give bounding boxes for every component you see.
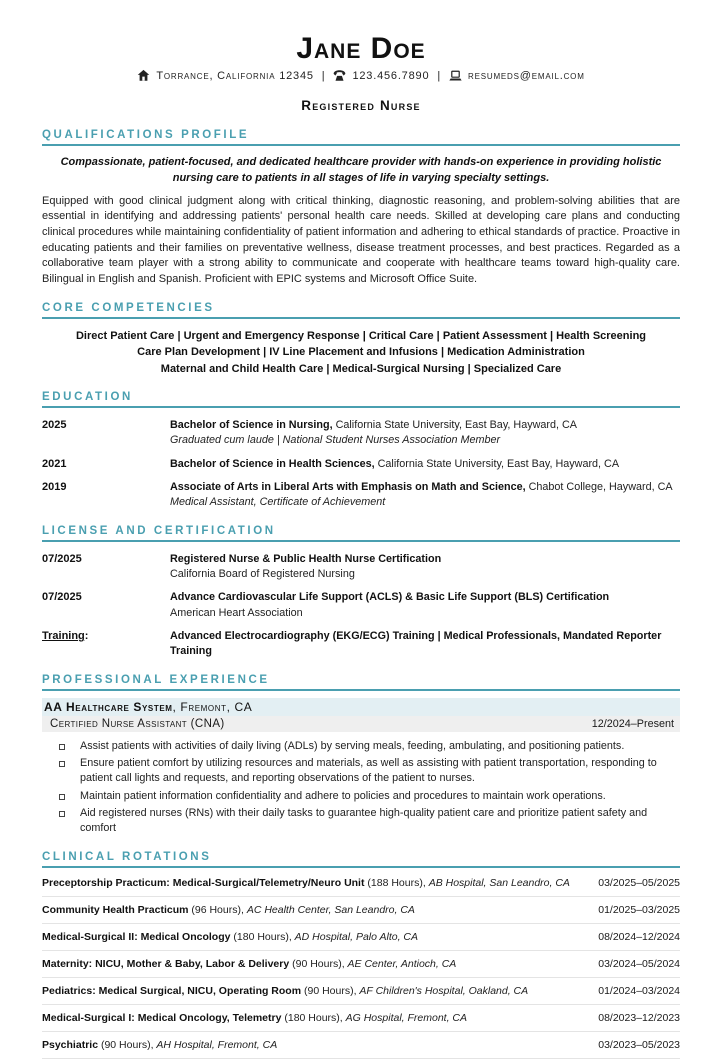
bullet-item: Ensure patient comfort by utilizing resources and materials, as well as assisting with patient transportation, responding to patient call lights and requests, and reporting observations of the patient to nurses. xyxy=(42,756,680,787)
rotation-info xyxy=(42,985,588,997)
competency-line: Care Plan Development | IV Line Placement and Infusions | Medication Administration xyxy=(137,346,585,359)
rotation-hours: (90 Hours), xyxy=(292,958,345,971)
qualifications-summary: Equipped with good clinical judgment along with critical thinking, diagnostic reasoning, and problem-solving abilities that are essential in identifying and addressing patients' personal health care needs. Skilled at developing care plans and conducting clinical procedures while maintaining confidentiality of patient information and adhering to ethical standards of practice. Proactive in educating patients and their families on preventative wellness, disease treatment processes, and best practices. Regarded as a collaborative team player with a strong ability to communicate and cooperate with healthcare teams toward high-quality care. Bilingual in English and Spanish. Proficient with EPIC systems and Microsoft Office Suite. xyxy=(42,194,680,285)
rotation-info xyxy=(42,931,588,943)
email-icon xyxy=(449,69,462,83)
education-detail xyxy=(170,480,680,511)
competency-lines xyxy=(42,328,680,378)
section-heading-education: EDUCATION xyxy=(42,391,680,408)
school-name: California State University, East Bay, Hayward, CA xyxy=(377,457,620,470)
job-title: Registered Nurse xyxy=(301,98,421,113)
rotation-title: Maternity: NICU, Mother & Baby, Labor & Delivery xyxy=(42,958,290,971)
license-detail xyxy=(170,552,680,583)
employer-name: AA Healthcare System xyxy=(44,699,173,714)
role-title: Certified Nurse Assistant (CNA) xyxy=(50,717,225,730)
rotation-site: AB Hospital, San Leandro, CA xyxy=(428,877,570,890)
degree-title: Associate of Arts in Liberal Arts with Emphasis on Math and Science, xyxy=(170,481,526,494)
license-section xyxy=(42,525,680,660)
education-note: Graduated cum laude | National Student Nurses Association Member xyxy=(170,434,501,447)
rotation-dates: 03/2025–05/2025 xyxy=(598,877,680,890)
core-competencies-section xyxy=(42,302,680,378)
license-date: 07/2025 xyxy=(42,591,82,604)
contact-separator: | xyxy=(437,70,442,82)
license-detail xyxy=(170,590,680,621)
experience-bullets xyxy=(42,739,680,837)
bullet-item: Maintain patient information confidentiality and adhere to policies and procedures to maintain work operations. xyxy=(42,789,680,805)
location-text: Torrance, California 12345 xyxy=(156,70,314,82)
certification-org: California Board of Registered Nursing xyxy=(170,568,355,580)
school-name: Chabot College, Hayward, CA xyxy=(528,481,673,494)
rotation-row xyxy=(42,978,680,1005)
employer-bar xyxy=(42,698,680,716)
candidate-name: Jane Doe xyxy=(296,32,426,65)
education-detail xyxy=(170,457,680,472)
rotation-row xyxy=(42,1032,680,1059)
rotation-hours: (90 Hours), xyxy=(100,1039,154,1052)
rotation-title: Preceptorship Practicum: Medical-Surgical/Telemetry/Neuro Unit xyxy=(42,877,365,890)
rotation-info xyxy=(42,1012,588,1024)
education-year: 2025 xyxy=(42,419,67,432)
rotation-hours: (90 Hours), xyxy=(303,985,357,998)
qualifications-profile-section xyxy=(42,129,680,288)
role-bar xyxy=(42,716,680,732)
rotation-title: Psychiatric xyxy=(42,1039,99,1052)
section-heading-license: LICENSE AND CERTIFICATION xyxy=(42,525,680,542)
training-label: Training xyxy=(42,629,85,642)
training-value: Advanced Electrocardiography (EKG/ECG) Training | Medical Professionals, Mandated Reporter Training xyxy=(170,629,662,658)
home-icon xyxy=(137,69,150,83)
rotation-title: Community Health Practicum xyxy=(42,904,189,917)
rotation-row xyxy=(42,870,680,897)
rotation-dates: 03/2024–05/2024 xyxy=(598,958,680,971)
degree-title: Bachelor of Science in Health Sciences, xyxy=(170,457,375,470)
section-heading-experience: PROFESSIONAL EXPERIENCE xyxy=(42,674,680,691)
certification-title: Registered Nurse & Public Health Nurse Certification xyxy=(170,552,442,565)
competency-line: Direct Patient Care | Urgent and Emergency Response | Critical Care | Patient Assessment | Health Screening xyxy=(75,329,647,342)
training-label-cell xyxy=(42,629,170,660)
email-text: resumeds@email.com xyxy=(468,70,585,82)
rotation-site: AD Hospital, Palo Alto, CA xyxy=(294,931,419,944)
rotation-site: AE Center, Antioch, CA xyxy=(347,958,457,971)
competency-line: Maternal and Child Health Care | Medical-Surgical Nursing | Specialized Care xyxy=(160,362,562,375)
resume-header xyxy=(42,32,680,113)
rotation-title: Medical-Surgical II: Medical Oncology xyxy=(42,931,231,944)
rotation-row xyxy=(42,951,680,978)
certification-title: Advance Cardiovascular Life Support (ACLS) & Basic Life Support (BLS) Certification xyxy=(170,591,610,604)
rotation-row xyxy=(42,897,680,924)
rotation-site: AG Hospital, Fremont, CA xyxy=(345,1012,468,1025)
education-note: Medical Assistant, Certificate of Achievement xyxy=(170,496,386,509)
role-dates: 12/2024–Present xyxy=(591,717,674,730)
rotation-dates: 03/2023–05/2023 xyxy=(598,1039,680,1052)
bullet-item: Aid registered nurses (RNs) with their daily tasks to guarantee high-quality patient care and prioritize patient safety and comfort xyxy=(42,806,680,837)
rotation-dates: 01/2024–03/2024 xyxy=(598,985,680,998)
bullet-item: Assist patients with activities of daily living (ADLs) by serving meals, feeding, ambulating, and positioning patients. xyxy=(42,739,680,755)
license-date: 07/2025 xyxy=(42,552,82,565)
rotation-hours: (180 Hours), xyxy=(233,931,292,944)
rotation-hours: (96 Hours), xyxy=(191,904,244,917)
rotation-title: Medical-Surgical I: Medical Oncology, Telemetry xyxy=(42,1012,282,1025)
rotation-site: AC Health Center, San Leandro, CA xyxy=(246,904,415,917)
employer-location: , Fremont, CA xyxy=(172,699,253,714)
education-year: 2021 xyxy=(42,457,67,470)
rotation-info xyxy=(42,904,588,916)
degree-title: Bachelor of Science in Nursing, xyxy=(170,419,333,432)
rotation-site: AF Children's Hospital, Oakland, CA xyxy=(359,985,529,998)
rotation-dates: 01/2025–03/2025 xyxy=(598,904,680,917)
rotation-info xyxy=(42,877,588,889)
rotation-dates: 08/2023–12/2023 xyxy=(598,1012,680,1025)
phone-icon xyxy=(333,69,346,83)
section-heading-competencies: CORE COMPETENCIES xyxy=(42,302,680,319)
rotation-rows xyxy=(42,870,680,1059)
experience-section xyxy=(42,674,680,837)
school-name: California State University, East Bay, Hayward, CA xyxy=(335,419,578,432)
rotation-row xyxy=(42,924,680,951)
rotation-row xyxy=(42,1005,680,1032)
education-detail xyxy=(170,418,680,449)
rotation-site: AH Hospital, Fremont, CA xyxy=(156,1039,278,1052)
certification-org: American Heart Association xyxy=(170,606,303,619)
contact-line xyxy=(42,69,680,83)
qualifications-tagline: Compassionate, patient-focused, and dedicated healthcare provider with hands-on experience in providing holistic nursing care to patients in all stages of life in varying specialty settings. xyxy=(60,156,662,184)
section-heading-rotations: CLINICAL ROTATIONS xyxy=(42,851,680,868)
education-section xyxy=(42,391,680,511)
training-colon: : xyxy=(84,629,89,642)
rotation-hours: (180 Hours), xyxy=(284,1012,343,1025)
rotation-hours: (188 Hours), xyxy=(367,877,426,890)
rotation-title: Pediatrics: Medical Surgical, NICU, Operating Room xyxy=(42,985,302,998)
rotation-dates: 08/2024–12/2024 xyxy=(598,931,680,944)
section-heading-qualifications: QUALIFICATIONS PROFILE xyxy=(42,129,680,146)
phone-number: 123.456.7890 xyxy=(352,70,430,82)
clinical-rotations-section xyxy=(42,851,680,1059)
rotation-info xyxy=(42,1039,588,1051)
education-year: 2019 xyxy=(42,481,67,494)
contact-separator: | xyxy=(321,70,326,82)
rotation-info xyxy=(42,958,588,970)
